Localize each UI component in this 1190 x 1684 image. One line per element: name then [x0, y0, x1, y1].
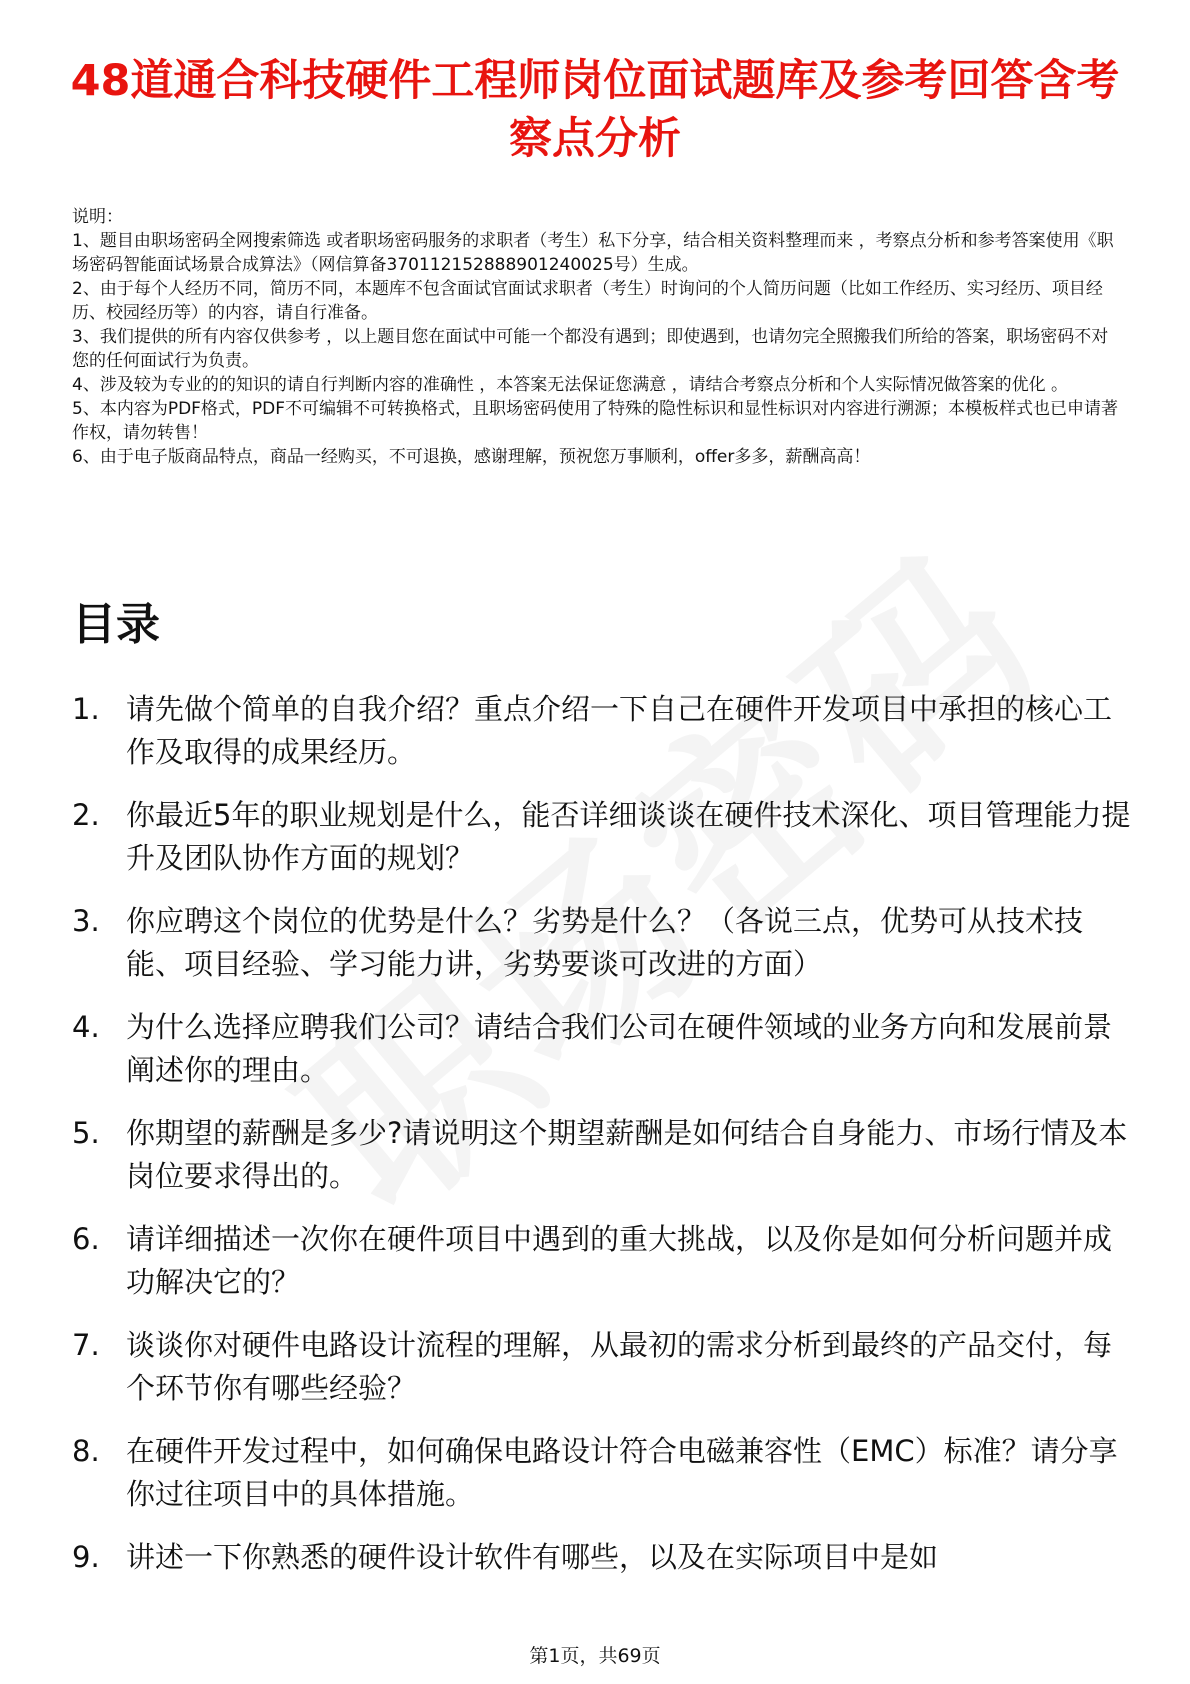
- toc-item-text: 在硬件开发过程中，如何确保电路设计符合电磁兼容性（EMC）标准？请分享你过往项目中的具体措施。: [126, 1434, 1118, 1511]
- note-item: 2、由于每个人经历不同，简历不同，本题库不包含面试官面试求职者（考生）时询问的个人简历问题（比如工作经历、实习经历、项目经历、校园经历等）的内容，请自行准备。: [72, 279, 1103, 323]
- toc-item-number: 8.: [72, 1434, 100, 1468]
- toc-item[interactable]: [72, 1430, 1132, 1516]
- toc-item[interactable]: [72, 688, 1132, 774]
- toc-list: [72, 688, 1132, 1599]
- toc-item-number: 2.: [72, 798, 100, 832]
- notes-heading: 说明：: [72, 207, 123, 227]
- toc-item[interactable]: [72, 1112, 1132, 1198]
- toc-item-text: 你最近5年的职业规划是什么，能否详细谈谈在硬件技术深化、项目管理能力提升及团队协作方面的规划？: [126, 798, 1131, 875]
- toc-item-text: 请详细描述一次你在硬件项目中遇到的重大挑战，以及你是如何分析问题并成功解决它的？: [126, 1222, 1113, 1299]
- note-item: 6、由于电子版商品特点，商品一经购买，不可退换，感谢理解，预祝您万事顺利，offer多多，薪酬高高！: [72, 447, 871, 467]
- toc-item[interactable]: [72, 1536, 1132, 1579]
- toc-item-text: 为什么选择应聘我们公司？请结合我们公司在硬件领域的业务方向和发展前景阐述你的理由。: [126, 1010, 1113, 1087]
- toc-item-number: 9.: [72, 1540, 100, 1574]
- note-item: 5、本内容为PDF格式，PDF不可编辑不可转换格式，且职场密码使用了特殊的隐性标识和显性标识对内容进行溯源；本模板样式也已申请著作权，请勿转售！: [72, 399, 1119, 443]
- toc-item-number: 6.: [72, 1222, 100, 1256]
- note-item: 3、我们提供的所有内容仅供参考 ，以上题目您在面试中可能一个都没有遇到；即使遇到，也请勿完全照搬我们所给的答案，职场密码不对您的任何面试行为负责。: [72, 327, 1109, 371]
- toc-item-text: 请先做个简单的自我介绍？重点介绍一下自己在硬件开发项目中承担的核心工作及取得的成果经历。: [126, 692, 1113, 769]
- toc-item-text: 讲述一下你熟悉的硬件设计软件有哪些，以及在实际项目中是如: [126, 1540, 939, 1574]
- toc-item[interactable]: [72, 1324, 1132, 1410]
- note-item: 1、题目由职场密码全网搜索筛选 或者职场密码服务的求职者（考生）私下分享，结合相关资料整理而来 ，考察点分析和参考答案使用《职场密码智能面试场景合成算法》（网信算备370112152888901240025号）生成。: [72, 231, 1114, 275]
- toc-item-text: 你期望的薪酬是多少?请说明这个期望薪酬是如何结合自身能力、市场行情及本岗位要求得出的。: [126, 1116, 1128, 1193]
- toc-item-number: 3.: [72, 904, 100, 938]
- page-number: 第1页，共69页: [529, 1645, 661, 1667]
- toc-item-number: 4.: [72, 1010, 100, 1044]
- notes-section: [72, 205, 1122, 469]
- toc-item-number: 5.: [72, 1116, 100, 1150]
- toc-item[interactable]: [72, 1218, 1132, 1304]
- toc-item[interactable]: [72, 900, 1132, 986]
- note-item: 4、涉及较为专业的的知识的请自行判断内容的准确性 ，本答案无法保证您满意 ，请结合考察点分析和个人实际情况做答案的优化 。: [72, 375, 1069, 395]
- toc-item[interactable]: [72, 1006, 1132, 1092]
- toc-item[interactable]: [72, 794, 1132, 880]
- toc-item-number: 1.: [72, 692, 100, 726]
- toc-item-text: 你应聘这个岗位的优势是什么？劣势是什么？（各说三点，优势可从技术技能、项目经验、学习能力讲，劣势要谈可改进的方面）: [126, 904, 1084, 981]
- toc-heading: 目录: [72, 599, 160, 650]
- document-title: 48道通合科技硬件工程师岗位面试题库及参考回答含考察点分析: [70, 56, 1120, 164]
- toc-item-number: 7.: [72, 1328, 100, 1362]
- toc-item-text: 谈谈你对硬件电路设计流程的理解，从最初的需求分析到最终的产品交付，每个环节你有哪些经验？: [126, 1328, 1113, 1405]
